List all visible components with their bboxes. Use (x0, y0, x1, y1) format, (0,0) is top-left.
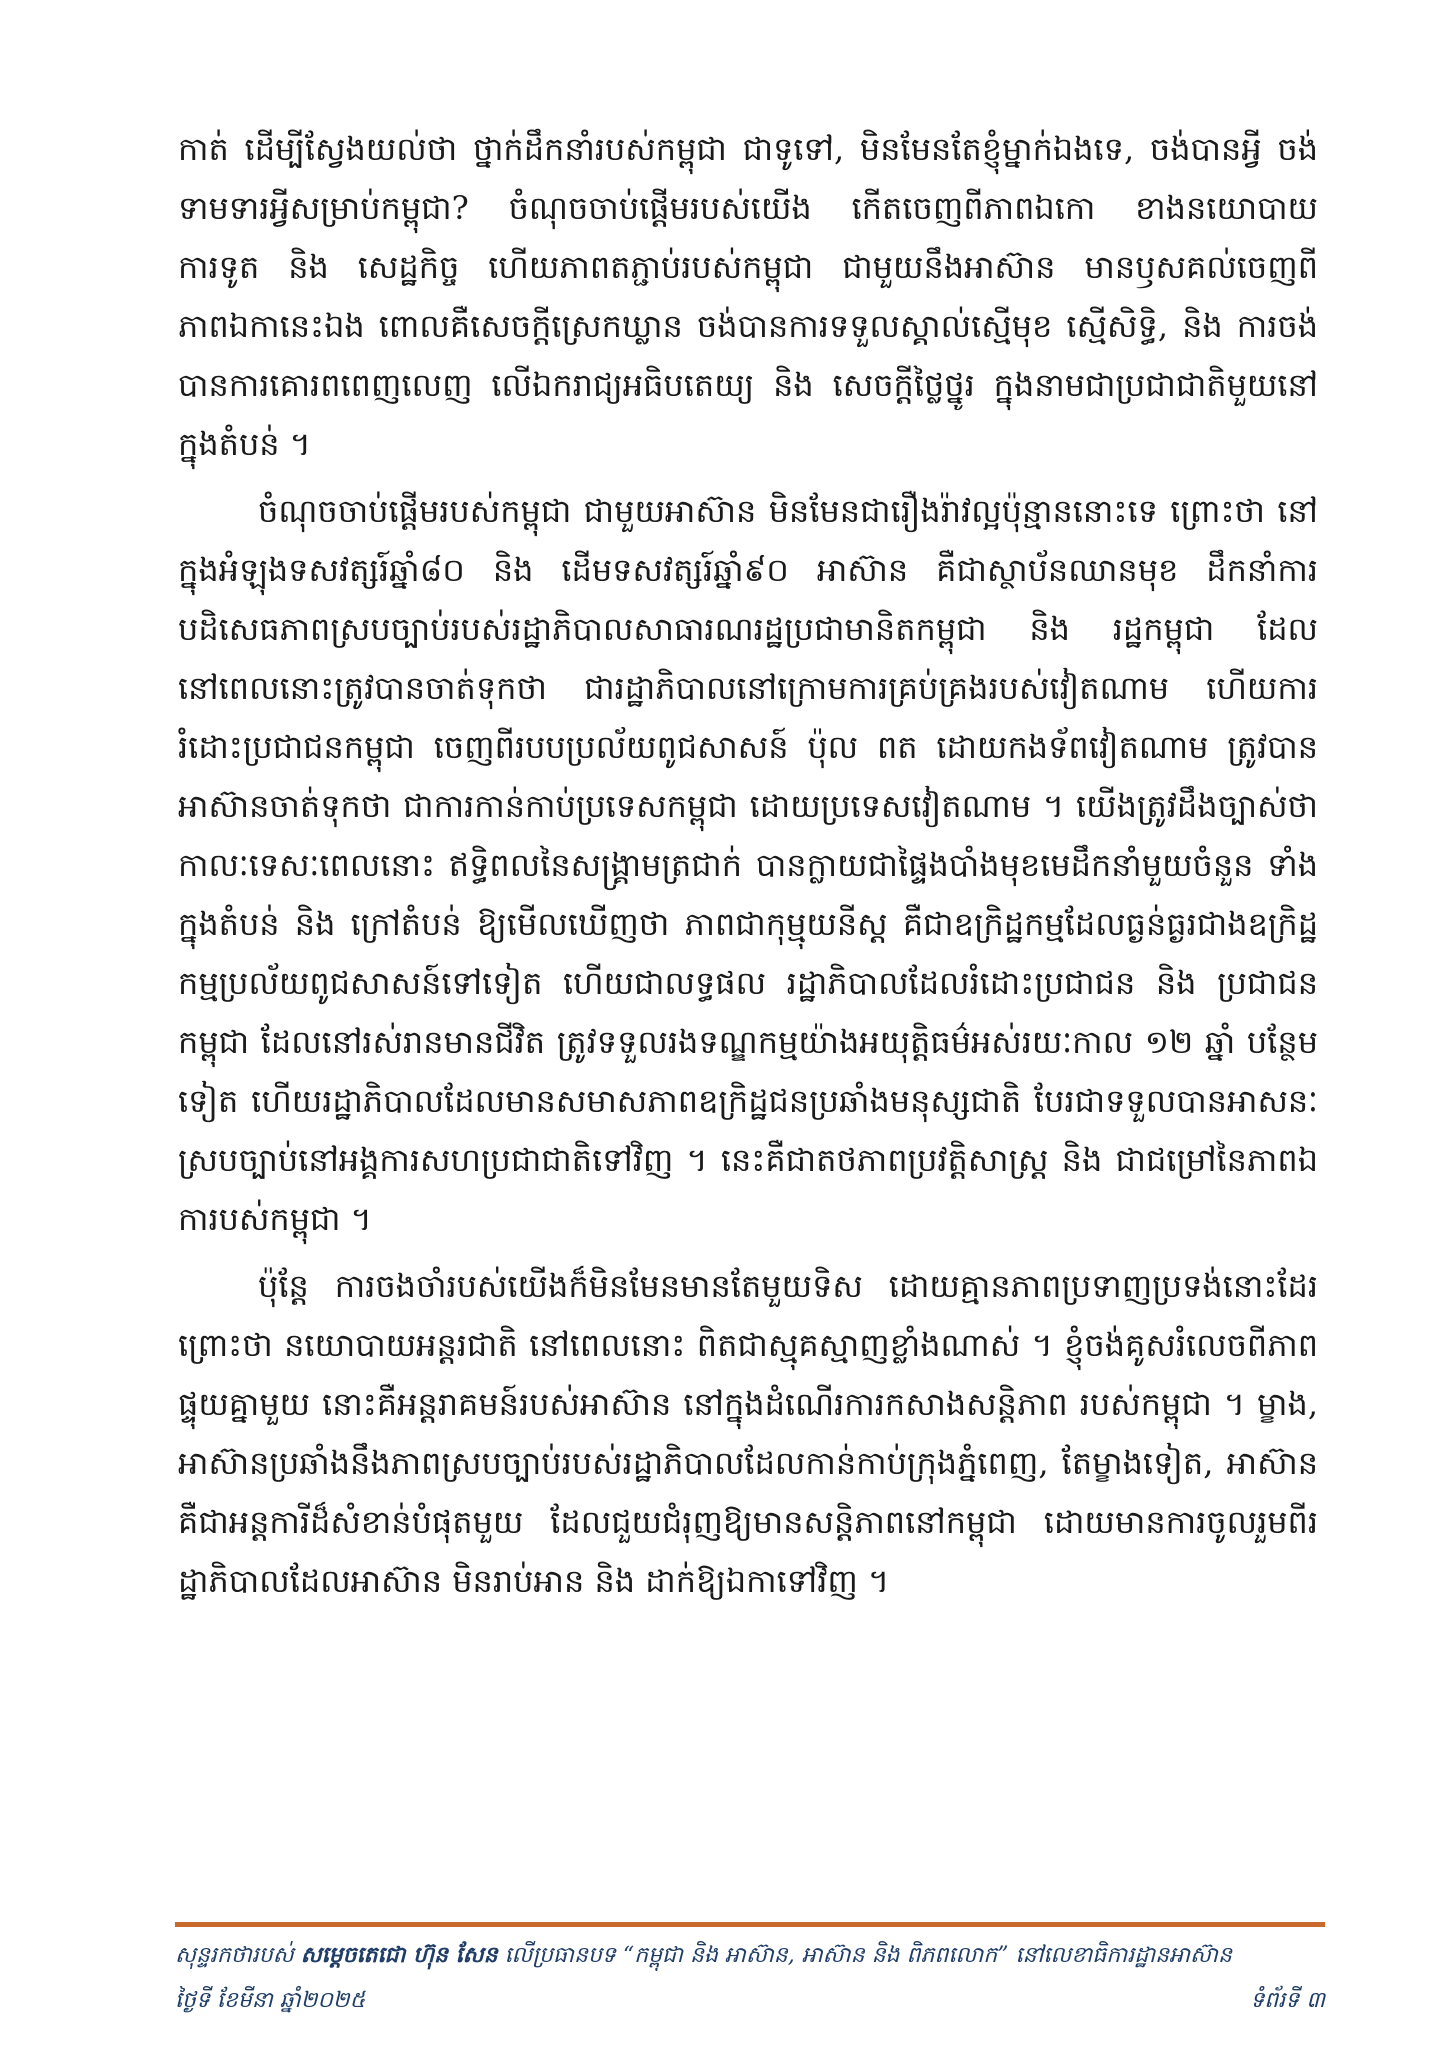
paragraph-1: កាត់ ដើម្បីស្វែងយល់ថា ថ្នាក់ដឹកនាំរបស់កម្ពុជា ជាទូទៅ, មិនមែនតែខ្ញុំម្នាក់ឯងទេ, ចង់បានអ្វី ចង់ទាមទារអ្វីសម្រាប់កម្ពុជា? ចំណុចចាប់ផ្ដើមរបស់យើង កើតចេញពីភាពឯកោ ខាងនយោបាយ ការទូត និង សេដ្ឋកិច្ច ហើយភាពតភ្ជាប់របស់កម្ពុជា ជាមួយនឹងអាស៊ាន មានឫសគល់ចេញពីភាពឯកានេះឯង ពោលគឺសេចក្ដីស្រេកឃ្លាន ចង់បានការទទួលស្គាល់ស្មើមុខ ស្មើសិទ្ធិ, និង ការចង់បានការគោរពពេញលេញ លើឯករាជ្យអធិបតេយ្យ និង សេចក្ដីថ្លៃថ្នូរ ក្នុងនាមជាប្រជាជាតិមួយនៅក្នុងតំបន់ ។ (178, 130, 1318, 463)
footer-speaker: សម្តេចតេជោ ហ៊ុន សែន (300, 1942, 498, 1968)
footer-topic: លើប្រធានបទ “កម្ពុជា និង អាស៊ាន, អាស៊ាន និង ពិភពលោក” នៅលេខាធិការដ្ឋានអាស៊ាន (504, 1943, 1232, 1968)
footer-date-row (175, 1986, 1325, 2016)
paragraph-3: ប៉ុន្តែ ការចងចាំរបស់យើងក៏មិនមែនមានតែមួយទិស ដោយគ្មានភាពប្រទាញប្រទង់នោះដែរ ព្រោះថា នយោបាយអន្តរជាតិ នៅពេលនោះ ពិតជាស្មុគស្មាញខ្លាំងណាស់ ។ ខ្ញុំចង់គូសរំលេចពីភាពផ្ទុយគ្នាមួយ នោះគឺអន្តរាគមន៍របស់អាស៊ាន នៅក្នុងដំណើរការកសាងសន្តិភាព របស់កម្ពុជា ។ ម្ខាង, អាស៊ានប្រឆាំងនឹងភាពស្របច្បាប់របស់រដ្ឋាភិបាលដែលកាន់កាប់ក្រុងភ្នំពេញ, តែម្ខាងទៀត, អាស៊ានគឺជាអន្តការីដ៏សំខាន់បំផុតមួយ ដែលជួយជំរុញឱ្យមានសន្តិភាពនៅកម្ពុជា ដោយមានការចូលរួមពីរដ្ឋាភិបាលដែលអាស៊ាន មិនរាប់អាន និង ដាក់ឱ្យឯកាទៅវិញ ។ (178, 1267, 1318, 1600)
page-number: ទំព័រទី ៣ (1250, 1988, 1325, 2013)
body-text (178, 120, 1318, 1611)
footer-speech-info (175, 1940, 1325, 1971)
footer-prefix: សុន្ទរកថារបស់ (175, 1943, 294, 1968)
paragraph-2: ចំណុចចាប់ផ្ដើមរបស់កម្ពុជា ជាមួយអាស៊ាន មិនមែនជារឿងរ៉ាវល្អប៉ុន្មាននោះទេ ព្រោះថា នៅក្នុងអំឡុងទសវត្សរ៍ឆ្នាំ៨០ និង ដើមទសវត្សរ៍ឆ្នាំ៩០ អាស៊ាន គឺជាស្ថាប័នឈានមុខ ដឹកនាំការបដិសេធភាពស្របច្បាប់របស់រដ្ឋាភិបាលសាធារណរដ្ឋប្រជាមានិតកម្ពុជា និង រដ្ឋកម្ពុជា ដែលនៅពេលនោះត្រូវបានចាត់ទុកថា ជារដ្ឋាភិបាលនៅក្រោមការគ្រប់គ្រងរបស់វៀតណាម ហើយការរំដោះប្រជាជនកម្ពុជា ចេញពីរបបប្រល័យពូជសាសន៍ ប៉ុល ពត ដោយកងទ័ពវៀតណាម ត្រូវបានអាស៊ានចាត់ទុកថា ជាការកាន់កាប់ប្រទេសកម្ពុជា ដោយប្រទេសវៀតណាម ។ យើងត្រូវដឹងច្បាស់ថា កាលៈទេសៈពេលនោះ ឥទ្ធិពលនៃសង្គ្រាមត្រជាក់ បានក្លាយជាផ្ទៃងបាំងមុខមេដឹកនាំមួយចំនួន ទាំងក្នុងតំបន់ និង ក្រៅតំបន់ ឱ្យមើលឃើញថា ភាពជាកុម្មុយនីស្ត គឺជាឧក្រិដ្ឋកម្មដែលធ្ងន់ធ្ងរជាងឧក្រិដ្ឋកម្មប្រល័យពូជសាសន៍ទៅទៀត ហើយជាលទ្ធផល រដ្ឋាភិបាលដែលរំដោះប្រជាជន និង ប្រជាជនកម្ពុជា ដែលនៅរស់រានមានជីវិត ត្រូវទទួលរងទណ្ឌកម្មយ៉ាងអយុត្តិធម៌អស់រយៈកាល ១២ ឆ្នាំ បន្ថែមទៀត ហើយរដ្ឋាភិបាលដែលមានសមាសភាពឧក្រិដ្ឋជនប្រឆាំងមនុស្សជាតិ បែរជាទទួលបានអាសនៈស្របច្បាប់នៅអង្គការសហប្រជាជាតិទៅវិញ ។ នេះគឺជាតថភាពប្រវត្តិសាស្ត្រ និង ជាជម្រៅនៃភាពឯការបស់កម្ពុជា ។ (178, 492, 1318, 1238)
footer-divider (175, 1922, 1325, 1927)
footer-date: ថ្ងៃទី ខែមីនា ឆ្នាំ២០២៥ (175, 1988, 366, 2013)
